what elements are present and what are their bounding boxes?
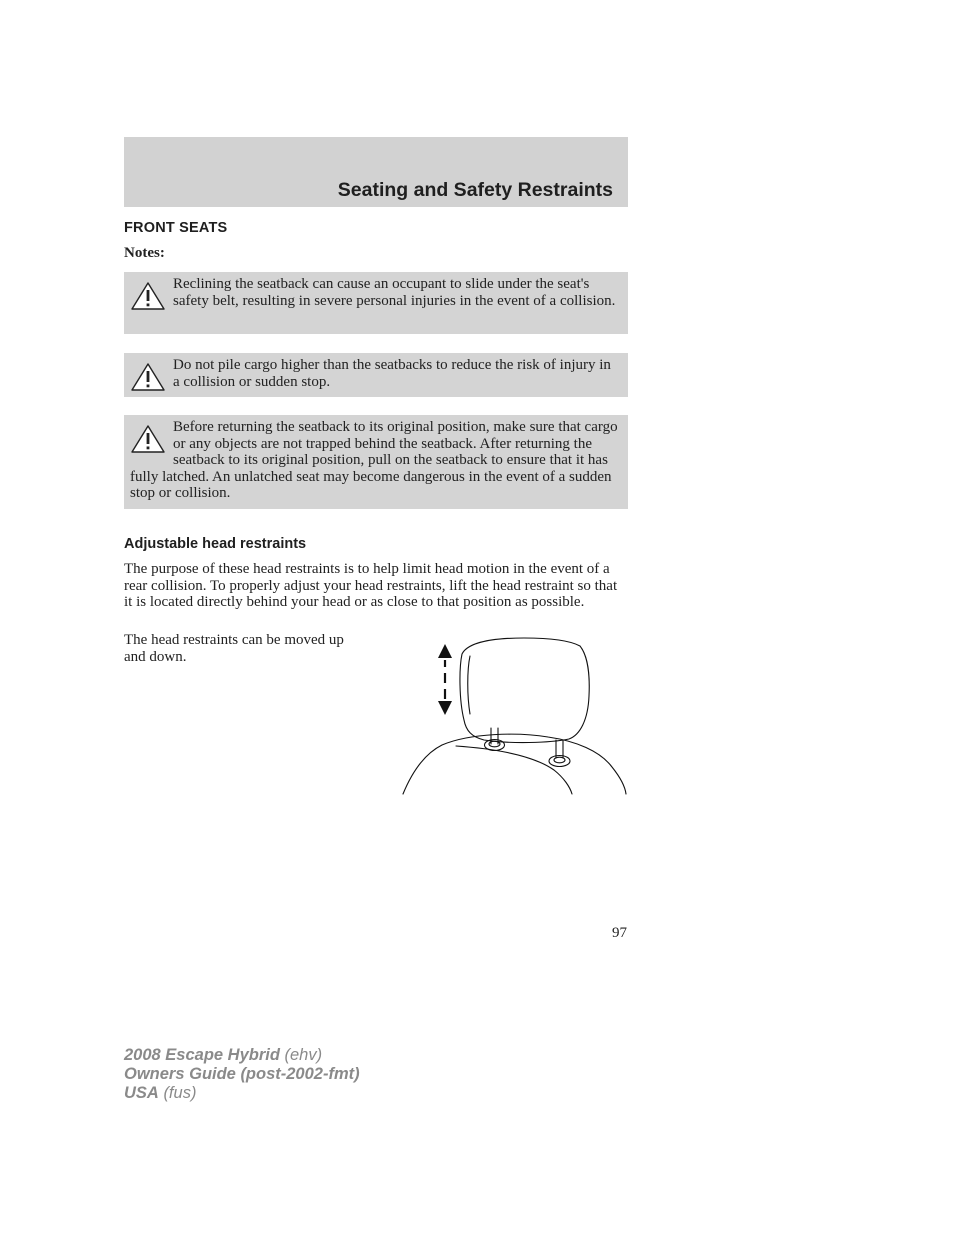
warning-text: Do not pile cargo higher than the seatbacks to reduce the risk of injury in a collision or sudden stop. bbox=[173, 357, 611, 390]
warning-text: Reclining the seatback can cause an occupant to slide under the seat's safety belt, resulting in severe personal injuries in the event of a collision. bbox=[173, 276, 616, 309]
warning-text: Before returning the seatback to its original position, make sure that cargo or any objects are not trapped behind the seatback. After returning the seatback to its original position, pull on the seatback to ensure that it has fully latched. An unlatched seat may become dangerous in the event of a sudden stop or collision. bbox=[130, 419, 618, 501]
body-paragraph: The purpose of these head restraints is to help limit head motion in the event of a rear collision. To properly adjust your head restraints, lift the head restraint so that it is located directly behind your head or as close to that position as possible. bbox=[124, 561, 618, 610]
footer-model: 2008 Escape Hybrid bbox=[124, 1046, 280, 1064]
footer-market-code: (fus) bbox=[163, 1084, 197, 1102]
up-down-arrow-icon bbox=[438, 644, 452, 715]
page-header-title: Seating and Safety Restraints bbox=[337, 179, 613, 201]
warning-triangle-icon bbox=[130, 362, 166, 392]
document-footer bbox=[124, 1046, 360, 1103]
notes-label: Notes: bbox=[124, 245, 165, 261]
warning-box bbox=[124, 415, 628, 509]
head-restraint-illustration bbox=[398, 634, 630, 798]
header-band bbox=[124, 137, 628, 207]
illustration-caption: The head restraints can be moved up and down. bbox=[124, 632, 344, 665]
warning-box bbox=[124, 272, 628, 334]
footer-model-code: (ehv) bbox=[284, 1046, 323, 1064]
warning-triangle-icon bbox=[130, 281, 166, 311]
footer-guide: Owners Guide (post-2002-fmt) bbox=[124, 1065, 360, 1083]
warning-box bbox=[124, 353, 628, 397]
page-number: 97 bbox=[612, 925, 627, 941]
subsection-heading: Adjustable head restraints bbox=[124, 536, 307, 552]
warning-triangle-icon bbox=[130, 424, 166, 454]
footer-market: USA bbox=[124, 1084, 159, 1102]
section-heading: FRONT SEATS bbox=[124, 220, 228, 236]
